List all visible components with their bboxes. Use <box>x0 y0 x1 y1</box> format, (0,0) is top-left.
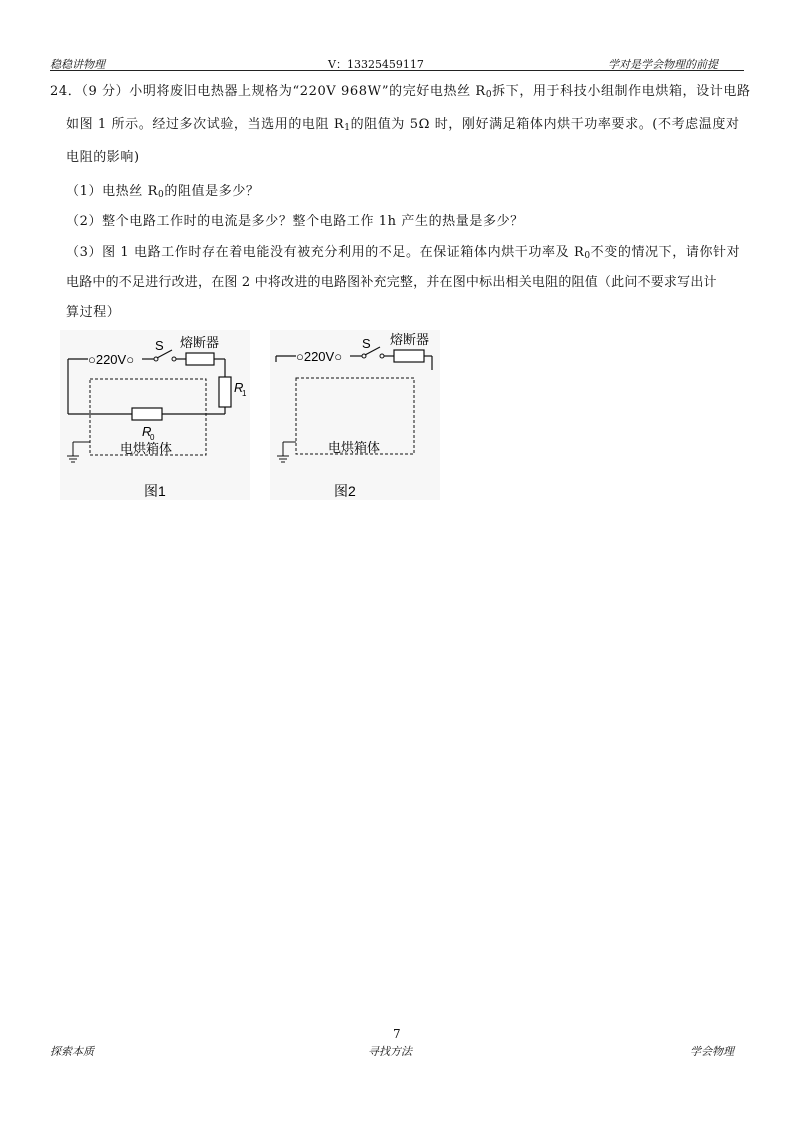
oven-box-label: 电烘箱体 <box>120 441 173 456</box>
resistor-r1-icon <box>219 377 231 407</box>
question-text: 不变的情况下，请你针对 <box>590 245 741 260</box>
fuse-label: 熔断器 <box>390 332 430 347</box>
footer-center: 寻找方法 <box>368 1045 412 1058</box>
header-center: V：13325459117 <box>328 58 424 71</box>
header-right: 学对是学会物理的前提 <box>608 58 718 71</box>
fuse-icon <box>394 350 424 362</box>
r1-sub: 1 <box>242 389 247 398</box>
question-line-3: 电阻的影响) <box>66 150 140 165</box>
r1-label: R <box>234 380 244 395</box>
r0-sub: 0 <box>150 433 155 442</box>
question-text: （3）图 1 电路工作时存在着电能没有被充分利用的不足。在保证箱体内烘干功率及 R <box>66 245 585 260</box>
part-1 <box>66 180 260 200</box>
subscript: 0 <box>485 90 493 100</box>
figure-2-circuit <box>270 330 440 500</box>
question-text: 的阻值是多少？ <box>164 184 260 199</box>
figure-2 <box>270 330 440 504</box>
figure-1-circuit <box>60 330 250 500</box>
question-score: （9 分） <box>81 84 130 99</box>
question-text: 的阻值为 5Ω 时，刚好满足箱体内烘干功率要求。(不考虑温度对 <box>350 117 740 132</box>
resistor-r0-icon <box>132 408 162 420</box>
switch-label: S <box>362 336 371 351</box>
figure-1-caption: 图1 <box>144 483 166 499</box>
question-number: 24． <box>50 84 82 99</box>
figure-2-caption: 图2 <box>334 483 356 499</box>
switch-label: S <box>155 338 164 353</box>
part-3-line-2: 电路中的不足进行改进，在图 2 中将改进的电路图补充完整，并在图中标出相关电阻的阻值（此问不要求写出计 <box>66 275 717 290</box>
question-text: 小明将废旧电热器上规格为“220V 968W”的完好电热丝 R <box>129 84 486 99</box>
figure-1 <box>60 330 250 504</box>
question-text: 如图 1 所示。经过多次试验，当选用的电阻 R <box>66 117 345 132</box>
subscript: 0 <box>584 251 591 261</box>
r0-label: R <box>142 424 152 439</box>
part-3-line-3: 算过程） <box>66 305 121 320</box>
oven-box-label: 电烘箱体 <box>328 440 381 455</box>
footer-left: 探索本质 <box>50 1045 94 1058</box>
part-3-line-1 <box>66 241 740 261</box>
fuse-icon <box>186 353 214 365</box>
question-line-2 <box>66 113 740 133</box>
subscript: 1 <box>344 123 351 133</box>
header-rule <box>50 70 744 71</box>
question-text: （1）电热丝 R <box>66 184 158 199</box>
question-text: 拆下，用于科技小组制作电烘箱，设计电路 <box>492 84 751 99</box>
voltage-label: ○220V○ <box>88 352 135 367</box>
subscript: 0 <box>158 190 165 200</box>
header-left: 稳稳讲物理 <box>50 58 105 71</box>
part-2: （2）整个电路工作时的电流是多少？整个电路工作 1h 产生的热量是多少？ <box>66 214 524 229</box>
question-line-1 <box>50 80 751 100</box>
fuse-label: 熔断器 <box>180 335 220 350</box>
footer-right: 学会物理 <box>690 1045 734 1058</box>
page-number: 7 <box>393 1027 401 1041</box>
voltage-label: ○220V○ <box>296 349 343 364</box>
